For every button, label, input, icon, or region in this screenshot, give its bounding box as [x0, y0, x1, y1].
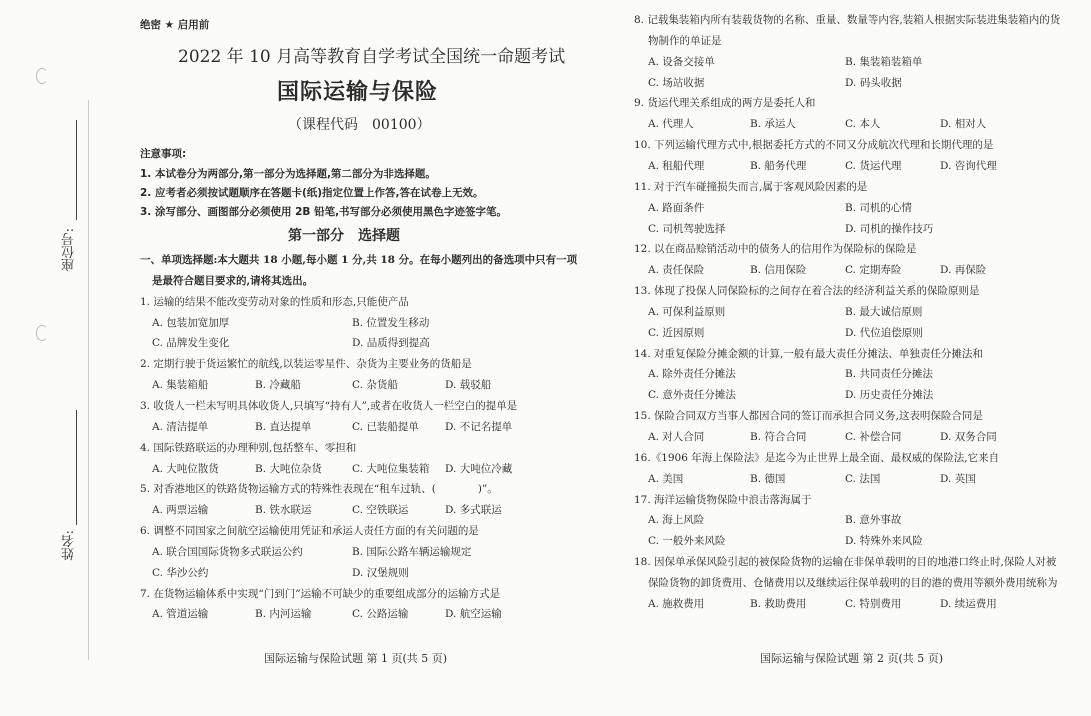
answer-option: D. 双务合同	[940, 431, 997, 443]
question-stem: 13. 体现了投保人同保险标的之间存在着合法的经济利益关系的保险原则是	[634, 285, 980, 298]
question-stem: 1. 运输的结果不能改变劳动对象的性质和形态,只能使产品	[140, 295, 409, 308]
question-stem: 7. 在货物运输体系中实现“门到门”运输不可缺少的重要组成部分的运输方式是	[140, 587, 501, 600]
answer-option: C. 华沙公约	[152, 566, 209, 579]
question-stem: 4. 国际铁路联运的办理种别,包括整车、零担和	[140, 441, 357, 454]
question-stem: 14. 对重复保险分摊金额的计算,一般有最大责任分摊法、单独责任分摊法和	[634, 347, 983, 360]
answer-option: A. 除外责任分摊法	[648, 368, 736, 381]
answer-option: A. 清洁提单	[152, 420, 209, 433]
answer-option: A. 集装箱船	[152, 379, 209, 392]
notice-item: 1. 本试卷分为两部分,第一部分为选择题,第二部分为非选择题。	[140, 168, 436, 180]
answer-option: D. 品质得到提高	[352, 337, 430, 350]
answer-option: B. 冷藏船	[255, 379, 301, 392]
answer-option: D. 相对人	[940, 118, 987, 131]
question-stem: 物制作的单证是	[648, 34, 722, 47]
punch-hole	[36, 325, 48, 341]
answer-option: C. 杂货船	[352, 379, 398, 392]
answer-option: D. 航空运输	[445, 608, 502, 621]
margin-line	[76, 410, 77, 525]
answer-option: B. 司机的心情	[845, 201, 912, 214]
question-stem: 3. 收货人一栏未写明具体收货人,只填写“持有人”,或者在收货人一栏空白的提单是	[140, 399, 518, 412]
page-footer: 国际运输与保险试题 第 2 页(共 5 页)	[760, 652, 944, 665]
question-stem: 10. 下列运输代理方式中,根据委托方式的不同又分成航次代理和长期代理的是	[634, 139, 994, 152]
course-title: 国际运输与保险	[277, 79, 439, 105]
answer-option: B. 最大诚信原则	[845, 305, 923, 318]
answer-option: B. 集装箱装箱单	[845, 55, 923, 68]
answer-option: A. 施救费用	[648, 597, 705, 610]
question-stem: 18. 因保单承保风险引起的被保险货物的运输在非保单载明的目的地港口终止时,保险人对被	[634, 556, 1057, 569]
answer-option: B. 符合合同	[750, 431, 807, 443]
part-title: 第一部分 选择题	[288, 228, 400, 244]
exam-title: 2022 年 10 月高等教育自学考试全国统一命题考试	[178, 47, 566, 67]
answer-option: B. 救助费用	[750, 597, 807, 610]
answer-option: C. 法国	[845, 472, 881, 485]
answer-option: B. 共同责任分摊法	[845, 368, 933, 381]
answer-option: A. 联合国国际货物多式联运公约	[152, 545, 303, 558]
answer-option: A. 可保利益原则	[648, 305, 726, 318]
answer-option: B. 船务代理	[750, 159, 807, 172]
question-stem: 15. 保险合同双方当事人都因合同的签订而承担合同义务,这表明保险合同是	[634, 410, 983, 423]
answer-option: C. 司机驾驶选择	[648, 222, 726, 235]
binding-line	[88, 100, 89, 660]
confidential-mark: 绝密 ★ 启用前	[140, 19, 210, 31]
answer-option: D. 历史责任分摊法	[845, 389, 934, 402]
section-instruction: 是最符合题目要求的,请将其选出。	[152, 275, 314, 287]
answer-option: C. 货运代理	[845, 159, 902, 172]
answer-option: C. 空铁联运	[352, 504, 409, 517]
answer-option: C. 补偿合同	[845, 431, 902, 443]
answer-option: A. 管道运输	[152, 608, 209, 621]
answer-option: B. 大吨位杂货	[255, 462, 322, 475]
answer-option: A. 美国	[648, 472, 684, 485]
answer-option: C. 场站收据	[648, 76, 705, 89]
answer-option: A. 代理人	[648, 118, 694, 131]
question-stem: 2. 定期行驶于货运繁忙的航线,以装运零星件、杂货为主要业务的货船是	[140, 358, 472, 371]
answer-option: C. 品牌发生变化	[152, 337, 230, 350]
punch-hole	[36, 68, 48, 84]
question-stem: 6. 调整不同国家之间航空运输使用凭证和承运人责任方面的有关问题的是	[140, 525, 479, 538]
answer-option: A. 责任保险	[648, 264, 705, 277]
question-stem: 12. 以在商品赊销活动中的债务人的信用作为保险标的保险是	[634, 243, 917, 256]
question-stem: 17. 海洋运输货物保险中浪击落海属于	[634, 493, 812, 506]
page-1	[140, 250, 578, 650]
answer-option: D. 不记名提单	[445, 420, 513, 433]
margin-line	[76, 120, 77, 220]
answer-option: A. 海上风险	[648, 514, 705, 527]
answer-option: D. 大吨位冷藏	[445, 462, 513, 475]
answer-option: B. 直达提单	[255, 420, 312, 433]
answer-option: B. 德国	[750, 472, 786, 485]
answer-option: D. 再保险	[940, 264, 987, 277]
answer-option: D. 英国	[940, 472, 976, 485]
notice-item: 3. 涂写部分、画图部分必须使用 2B 铅笔,书写部分必须使用黑色字迹签字笔。	[140, 206, 508, 218]
answer-option: B. 铁水联运	[255, 504, 312, 517]
question-stem: 保险货物的卸货费用、仓储费用以及继续运往保单载明的目的港的费用等额外费用统称为	[648, 576, 1058, 589]
answer-option: D. 续运费用	[940, 597, 997, 610]
answer-option: C. 大吨位集装箱	[352, 462, 430, 475]
answer-option: D. 咨询代理	[940, 159, 997, 172]
seat-number-label: 座位号:	[62, 228, 77, 272]
answer-option: A. 设备交接单	[648, 55, 715, 68]
answer-option: A. 大吨位散货	[152, 462, 219, 475]
course-code: （课程代码 00100）	[288, 117, 431, 133]
answer-option: A. 包装加宽加厚	[152, 316, 230, 329]
answer-option: B. 位置发生移动	[352, 316, 430, 329]
notice-item: 2. 应考者必须按试题顺序在答题卡(纸)指定位置上作答,答在试卷上无效。	[140, 187, 484, 199]
answer-option: D. 代位追偿原则	[845, 326, 923, 339]
question-stem: 8. 记载集装箱内所有装载货物的名称、重量、数量等内容,装箱人根据实际装进集装箱内的货	[634, 14, 1061, 26]
answer-option: D. 特殊外来风险	[845, 535, 923, 548]
answer-option: C. 本人	[845, 118, 881, 131]
answer-option: C. 一般外来风险	[648, 535, 726, 548]
answer-option: D. 多式联运	[445, 504, 502, 517]
answer-option: D. 司机的操作技巧	[845, 222, 934, 235]
answer-option: D. 码头收据	[845, 76, 902, 89]
question-stem: 5. 对香港地区的铁路货物运输方式的特殊性表现在“租车过轨、( )”。	[140, 483, 498, 496]
answer-option: C. 特别费用	[845, 597, 902, 610]
answer-option: D. 汉堡规则	[352, 566, 409, 579]
answer-option: C. 近因原则	[648, 326, 705, 339]
answer-option: A. 对人合同	[648, 431, 705, 443]
answer-option: B. 内河运输	[255, 608, 312, 621]
answer-option: A. 路面条件	[648, 201, 705, 214]
answer-option: B. 承运人	[750, 118, 796, 131]
answer-option: C. 意外责任分摊法	[648, 389, 736, 402]
notice-heading: 注意事项:	[140, 148, 187, 160]
answer-option: A. 租船代理	[648, 159, 705, 172]
answer-option: B. 国际公路车辆运输规定	[352, 545, 472, 558]
question-stem: 16.《1906 年海上保险法》是迄今为止世界上最全面、最权威的保险法,它来自	[634, 451, 1000, 464]
name-label: 姓名:	[62, 530, 77, 561]
answer-option: A. 两票运输	[152, 504, 209, 517]
answer-option: D. 载驳船	[445, 379, 492, 392]
answer-option: B. 信用保险	[750, 264, 807, 277]
answer-option: C. 公路运输	[352, 608, 409, 621]
question-stem: 11. 对于汽车碰撞损失而言,属于客观风险因素的是	[634, 180, 868, 193]
section-instruction: 一、单项选择题:本大题共 18 小题,每小题 1 分,共 18 分。在每小题列出的备选项中只有一项	[140, 254, 578, 266]
answer-option: C. 已装船提单	[352, 420, 419, 433]
answer-option: B. 意外事故	[845, 514, 902, 527]
page-2	[634, 10, 1061, 630]
page-footer: 国际运输与保险试题 第 1 页(共 5 页)	[264, 652, 448, 665]
answer-option: C. 定期寿险	[845, 264, 902, 277]
question-stem: 9. 货运代理关系组成的两方是委托人和	[634, 97, 816, 110]
